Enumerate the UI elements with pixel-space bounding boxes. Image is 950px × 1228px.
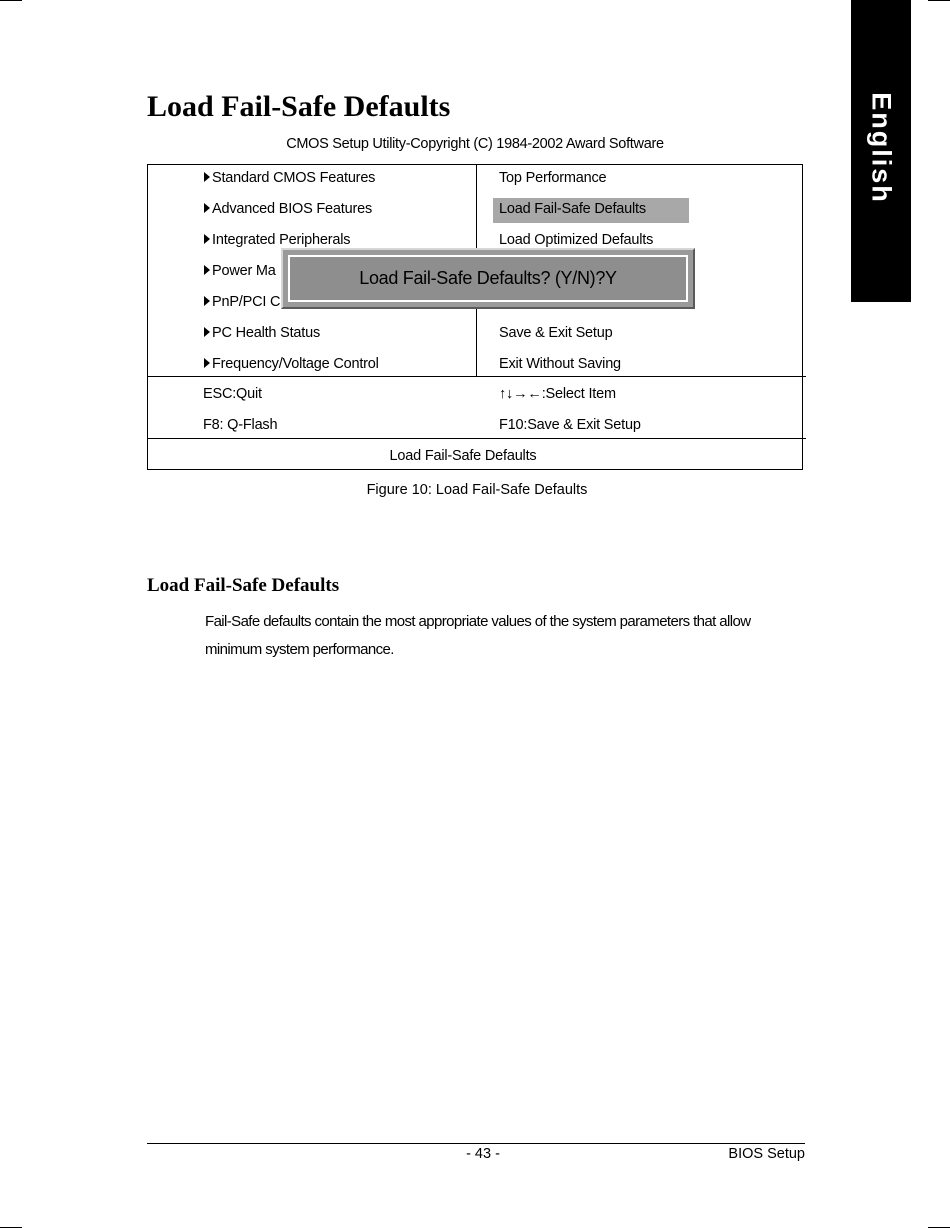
menu-item-standard-cmos[interactable]: Standard CMOS Features xyxy=(204,169,375,187)
submenu-arrow-icon xyxy=(204,234,210,244)
menu-item-load-fail-safe[interactable]: Load Fail-Safe Defaults xyxy=(499,201,646,217)
page-number: - 43 - xyxy=(466,1146,500,1162)
key-hint-esc: ESC:Quit xyxy=(203,386,262,402)
confirm-dialog-frame xyxy=(288,255,688,302)
submenu-arrow-icon xyxy=(204,265,210,275)
menu-item-integrated-peripherals[interactable]: Integrated Peripherals xyxy=(204,231,350,249)
footer-section-title: BIOS Setup xyxy=(728,1146,805,1162)
menu-item-load-optimized[interactable]: Load Optimized Defaults xyxy=(499,232,654,248)
submenu-arrow-icon xyxy=(204,296,210,306)
key-hint-f8: F8: Q-Flash xyxy=(203,417,278,433)
status-bar: Load Fail-Safe Defaults xyxy=(389,448,537,464)
crop-mark xyxy=(928,0,950,1)
menu-item-exit-without-saving[interactable]: Exit Without Saving xyxy=(499,356,621,372)
menu-item-save-exit[interactable]: Save & Exit Setup xyxy=(499,325,613,341)
divider xyxy=(148,376,806,377)
confirm-dialog[interactable] xyxy=(281,248,695,309)
menu-item-top-performance[interactable]: Top Performance xyxy=(499,170,607,186)
figure-caption: Figure 10: Load Fail-Safe Defaults xyxy=(366,482,588,498)
crop-mark xyxy=(0,0,22,1)
submenu-arrow-icon xyxy=(204,172,210,182)
confirm-dialog-text: Load Fail-Safe Defaults? (Y/N)?Y xyxy=(359,268,617,288)
language-tab-label: English xyxy=(866,92,897,204)
menu-item-power-management[interactable]: Power Ma xyxy=(204,262,276,280)
section-heading: Load Fail-Safe Defaults xyxy=(147,575,340,596)
language-tab xyxy=(851,0,911,302)
key-hint-select: ↑↓→←:Select Item xyxy=(499,386,616,402)
footer-rule xyxy=(147,1143,805,1144)
submenu-arrow-icon xyxy=(204,358,210,368)
bios-header: CMOS Setup Utility-Copyright (C) 1984-2002 Award Software xyxy=(286,136,664,152)
submenu-arrow-icon xyxy=(204,203,210,213)
bios-screen xyxy=(147,164,803,470)
menu-item-advanced-bios[interactable]: Advanced BIOS Features xyxy=(204,200,372,218)
menu-item-pnp-pci[interactable]: PnP/PCI C xyxy=(204,293,280,311)
key-hint-f10: F10:Save & Exit Setup xyxy=(499,417,641,433)
menu-item-frequency-voltage[interactable]: Frequency/Voltage Control xyxy=(204,355,379,373)
section-body: Fail-Safe defaults contain the most appropriate values of the system parameters that allow minimum system performance. xyxy=(205,613,751,658)
divider xyxy=(148,438,806,439)
submenu-arrow-icon xyxy=(204,327,210,337)
page-title: Load Fail-Safe Defaults xyxy=(147,90,451,123)
menu-item-pc-health[interactable]: PC Health Status xyxy=(204,324,320,342)
